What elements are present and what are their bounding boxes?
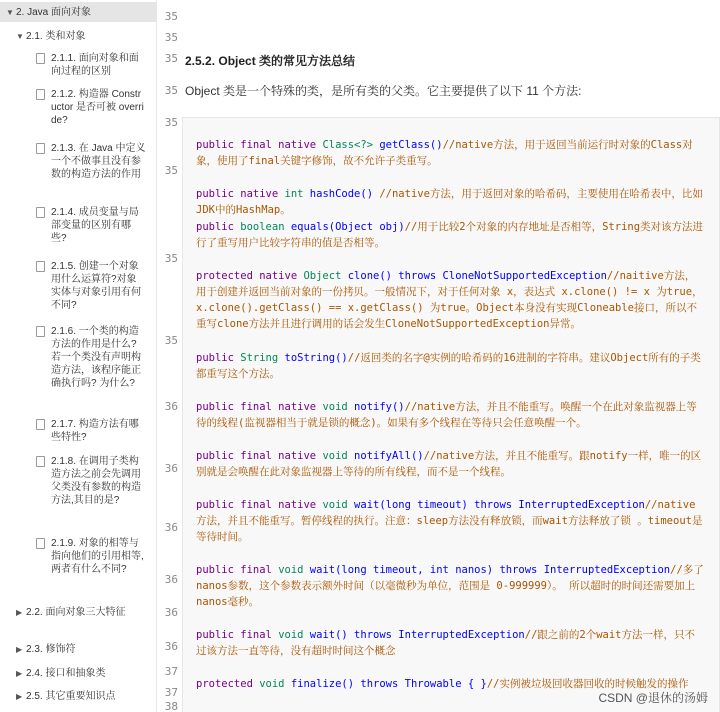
line-number-gutter <box>157 0 182 712</box>
toc-item[interactable] <box>36 418 146 444</box>
line-number: 37 <box>164 686 178 699</box>
code-comment: //native方法，用于返回对象的哈希码，主要使用在哈希表中，比如 <box>379 188 703 200</box>
toc-section[interactable] <box>16 30 85 43</box>
code-signature-line <box>196 562 706 578</box>
code-token: public <box>196 352 241 364</box>
line-number: 35 <box>164 164 178 177</box>
code-signature-line <box>196 497 706 513</box>
code-token: void <box>322 401 348 413</box>
code-comment-line: 行了重写用户比较字符串的值是否相等。 <box>196 237 385 249</box>
code-token: Class<?> <box>322 139 374 151</box>
code-token: void <box>278 629 304 641</box>
toc-chapter[interactable] <box>0 2 157 22</box>
code-token: public <box>196 221 241 233</box>
line-number: 38 <box>164 700 178 712</box>
code-token: protected <box>196 678 260 690</box>
line-number: 35 <box>164 334 178 347</box>
code-token: public final native <box>196 499 323 511</box>
code-comment-line: 别就是会唤醒在此对象监视器上等待的所有线程，而不是一个线程。 <box>196 466 511 478</box>
code-token: void <box>259 678 285 690</box>
code-signature-line <box>196 350 706 366</box>
file-icon <box>36 89 45 100</box>
code-signature-line <box>196 137 706 153</box>
line-number: 35 <box>164 84 178 97</box>
caret-down-icon[interactable]: ▼ <box>6 7 14 17</box>
file-icon <box>36 326 45 337</box>
file-icon <box>36 207 45 218</box>
code-token: void <box>322 499 348 511</box>
code-comment-line: x.clone().getClass() == x.getClass() 为true。Object本身没有实现Cloneable接口，所以不 <box>196 302 698 314</box>
code-token: wait(long timeout, int nanos) throws InterruptedException <box>303 564 671 576</box>
code-token: equals(Object obj) <box>284 221 405 233</box>
code-token: wait(long timeout) throws InterruptedException <box>347 499 645 511</box>
code-signature-line <box>196 399 706 415</box>
code-comment: //跟之前的2个wait方法一样，只不 <box>524 629 696 641</box>
toc-sidebar <box>0 0 157 712</box>
file-icon <box>36 53 45 64</box>
code-signature-line <box>196 448 706 464</box>
code-signature-line <box>196 219 706 235</box>
line-number: 37 <box>164 665 178 678</box>
code-token: String <box>240 352 279 364</box>
code-token: int <box>284 188 304 200</box>
line-number: 36 <box>164 640 178 653</box>
code-comment-line: nanos参数，这个参数表示额外时间（以毫微秒为单位，范围是 0-999999）。 所以超时的时间还需要加上 <box>196 580 696 592</box>
toc-item-label: 2.1.4. 成员变量与局部变量的区别有哪些? <box>51 207 139 244</box>
line-number: 36 <box>164 521 178 534</box>
toc-section-label: 2.2. 面向对象三大特征 <box>26 607 126 618</box>
line-number: 35 <box>164 52 178 65</box>
code-token: finalize() throws Throwable { } <box>284 678 487 690</box>
code-comment: //返回类的名字@实例的哈希码的16进制的字符串。建议Object所有的子类 <box>347 352 701 364</box>
code-comment: //native方法，并且不能重写。唤醒一个在此对象监视器上等 <box>404 401 697 413</box>
code-token: boolean <box>240 221 285 233</box>
section-heading: 2.5.2. Object 类的常见方法总结 <box>185 54 356 68</box>
code-token: void <box>278 564 304 576</box>
line-number: 36 <box>164 462 178 475</box>
line-number: 36 <box>164 400 178 413</box>
toc-item-label: 2.1.7. 构造方法有哪些特性? <box>51 419 139 443</box>
code-signature-line <box>196 268 706 284</box>
caret-right-icon[interactable]: ▶ <box>16 669 23 678</box>
toc-item-label: 2.1.1. 面向对象和面向过程的区别 <box>51 53 139 77</box>
code-token: public final <box>196 564 279 576</box>
line-number: 36 <box>164 573 178 586</box>
code-signature-line <box>196 627 706 643</box>
code-token: public final native <box>196 401 323 413</box>
toc-section-collapsed[interactable] <box>16 667 141 680</box>
toc-item[interactable] <box>36 142 146 181</box>
code-block <box>182 117 720 712</box>
code-token: toString() <box>278 352 348 364</box>
code-comment: //用于比较2个对象的内存地址是否相等，String类对该方法进 <box>404 221 704 233</box>
line-number: 35 <box>164 31 178 44</box>
code-comment-line: 过该方法一直等待，没有超时时间这个概念 <box>196 645 396 657</box>
toc-section-collapsed[interactable] <box>16 643 141 656</box>
code-comment-line: JDK中的HashMap。 <box>196 204 291 216</box>
toc-item[interactable] <box>36 325 146 390</box>
toc-chapter-label: 2. Java 面向对象 <box>16 6 92 18</box>
toc-item-label: 2.1.6. 一个类的构造方法的作用是什么? 若一个类没有声明构造方法，该程序能正确执行吗? 为什么? <box>51 326 141 389</box>
toc-item-label: 2.1.5. 创建一个对象用什么运算符?对象实体与对象引用有何不同? <box>51 261 141 311</box>
code-comment: //native <box>644 499 696 511</box>
line-number: 35 <box>164 252 178 265</box>
code-token: wait() throws InterruptedException <box>303 629 525 641</box>
code-comment: //native方法，用于返回当前运行时对象的Class对 <box>442 139 693 151</box>
caret-down-icon[interactable]: ▼ <box>16 32 24 41</box>
code-token: Object <box>303 270 342 282</box>
code-token: getClass() <box>373 139 443 151</box>
code-token: public final native <box>196 139 323 151</box>
code-token: clone() throws CloneNotSupportedException <box>341 270 607 282</box>
toc-item[interactable] <box>36 455 146 507</box>
caret-right-icon[interactable]: ▶ <box>16 608 23 617</box>
code-token: hashCode() <box>303 188 380 200</box>
code-comment: //native方法，并且不能重写。跟notify一样，唯一的区 <box>423 450 702 462</box>
intro-paragraph: Object 类是一个特殊的类，是所有类的父类。它主要提供了以下 11 个方法: <box>185 84 582 98</box>
toc-item[interactable] <box>36 260 146 312</box>
code-token: notify() <box>347 401 405 413</box>
code-signature-line <box>196 186 706 202</box>
toc-item-label: 2.1.3. 在 Java 中定义一个不做事且没有参数的构造方法的作用 <box>51 143 146 180</box>
line-number: 35 <box>164 116 178 129</box>
toc-item-label: 2.1.8. 在调用子类构造方法之前会先调用父类没有参数的构造方法,其目的是? <box>51 456 141 506</box>
file-icon <box>36 143 45 154</box>
code-comment-line: 用于创建并返回当前对象的一份拷贝。一般情况下，对于任何对象 x，表达式 x.clone() != x 为true， <box>196 286 703 298</box>
file-icon <box>36 261 45 272</box>
toc-section-label: 2.1. 类和对象 <box>26 31 86 42</box>
toc-section-label: 2.4. 接口和抽象类 <box>26 668 106 679</box>
code-comment-line: 都重写这个方法。 <box>196 368 280 380</box>
toc-item[interactable] <box>36 206 146 245</box>
line-number: 35 <box>164 10 178 23</box>
toc-item[interactable] <box>36 537 146 576</box>
file-icon <box>36 456 45 467</box>
code-comment-line: 方法，并且不能重写。暂停线程的执行。注意：sleep方法没有释放锁，而wait方法释放了锁 。timeout是 <box>196 515 703 527</box>
code-comment: //多了 <box>670 564 704 576</box>
watermark: CSDN @退休的汤姆 <box>598 691 708 705</box>
toc-section-collapsed[interactable] <box>16 690 141 703</box>
toc-section-collapsed[interactable] <box>16 606 141 619</box>
code-comment-line: 待的线程(监视器相当于就是锁的概念)。如果有多个线程在等待只会任意唤醒一个。 <box>196 417 587 429</box>
code-comment-line: 重写clone方法并且进行调用的话会发生CloneNotSupportedException异常。 <box>196 318 581 330</box>
toc-item[interactable] <box>36 88 146 127</box>
code-token: public final <box>196 629 279 641</box>
toc-item-label: 2.1.9. 对象的相等与指向他们的引用相等,两者有什么不同? <box>51 538 144 575</box>
document-content <box>182 0 720 712</box>
code-token: notifyAll() <box>347 450 424 462</box>
code-token: void <box>322 450 348 462</box>
file-icon <box>36 419 45 430</box>
line-number: 36 <box>164 606 178 619</box>
code-comment-line: 象，使用了final关键字修饰，故不允许子类重写。 <box>196 155 438 167</box>
toc-item-label: 2.1.2. 构造器 Constructor 是否可被 override? <box>51 89 144 126</box>
code-comment-line: 等待时间。 <box>196 531 249 543</box>
toc-section-label: 2.3. 修饰符 <box>26 644 76 655</box>
caret-right-icon[interactable]: ▶ <box>16 692 23 701</box>
code-comment: //naitive方法， <box>606 270 696 282</box>
code-token: protected native <box>196 270 304 282</box>
file-icon <box>36 538 45 549</box>
code-comment: //实例被垃圾回收器回收的时候触发的操作 <box>486 678 689 690</box>
toc-item[interactable] <box>36 52 146 78</box>
caret-right-icon[interactable]: ▶ <box>16 645 23 654</box>
code-token: public native <box>196 188 285 200</box>
code-token: public final native <box>196 450 323 462</box>
code-comment-line: nanos毫秒。 <box>196 596 260 608</box>
toc-section-label: 2.5. 其它重要知识点 <box>26 691 116 702</box>
